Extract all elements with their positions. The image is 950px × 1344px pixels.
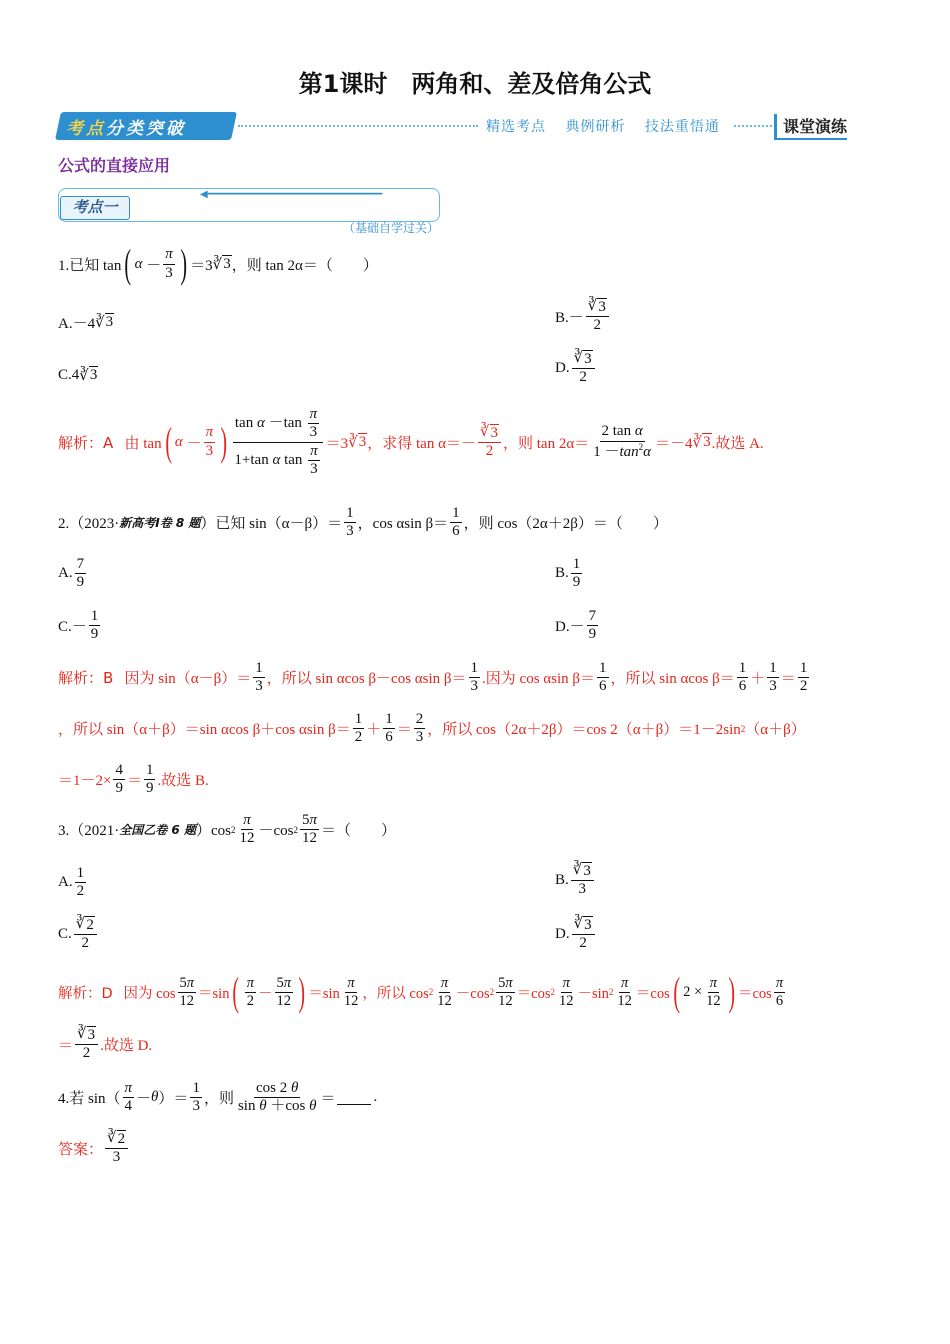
question-text: ）已知 sin（α－β）＝ bbox=[200, 516, 343, 533]
answer-blank[interactable] bbox=[337, 1091, 371, 1105]
solution-text: ＝－4 bbox=[655, 435, 693, 452]
question-number: 1.已知 tan bbox=[58, 257, 122, 274]
banner-end-label: 课堂演练 bbox=[774, 114, 847, 140]
question-source: 新高考Ⅰ卷 8 题 bbox=[119, 516, 201, 531]
option-label: D. bbox=[555, 925, 570, 942]
answer-label: 答案： bbox=[58, 1139, 104, 1158]
question-text: ）cos bbox=[195, 823, 231, 840]
option-label: C. bbox=[58, 925, 72, 942]
banner-tag: 技法重悟通 bbox=[644, 119, 720, 135]
option-a: A. $\frac{7}{9}$ bbox=[58, 556, 85, 591]
option-b: B. $\frac{1}{9}$ bbox=[555, 556, 581, 591]
question-2: 2.（2023· 新高考Ⅰ卷 8 题 ）已知 sin（α－β）＝ $\frac{1}{3}$ ，cos αsin β＝ $\frac{1}{6}$ ，则 cos（2α＋2β）＝（ ） bbox=[58, 505, 668, 540]
option-label: B. bbox=[555, 871, 569, 888]
banner-tag: 精选考点 bbox=[486, 119, 546, 135]
option-d: D.－ $\frac{7}{9}$ bbox=[555, 608, 597, 643]
banner-divider bbox=[734, 125, 772, 127]
option-b: B.－ ∛ 3 2 bbox=[555, 298, 611, 335]
banner-tag: 典例研析 bbox=[565, 119, 626, 135]
option-c: C. ∛ 2 2 bbox=[58, 916, 99, 953]
question-text: ，cos αsin β＝ bbox=[357, 516, 449, 533]
solution-text: .因为 cos αsin β＝ bbox=[482, 671, 596, 688]
question-source: 全国乙卷 6 题 bbox=[119, 823, 196, 838]
solution-text: .故选 A. bbox=[711, 435, 764, 452]
option-label: D. bbox=[555, 359, 570, 376]
option-c: C.－ $\frac{1}{9}$ bbox=[58, 608, 99, 643]
option-label: A.－4 bbox=[58, 316, 96, 332]
answer-4: 答案： ∛ 2 3 bbox=[58, 1130, 130, 1167]
option-c: C.4 ∛ 3 bbox=[58, 367, 98, 384]
kaodian-note: （基础自学过关） bbox=[343, 221, 440, 235]
solution-1: 解析：A 由 tan ( α － $\frac{\pi}{3}$ ) tan α －tan $\frac{\pi}{3}$ 1+tan α tan $\frac{\pi}{3}$ ＝3 ∛ 3 ， 求得 tan α＝－ ∛ 3 2 ，则 tan 2α＝ $\frac{\text{2 tan α}}{1 -\tan^2\alpha}$ ＝－4 ∛ 3 .故选 A. bbox=[58, 406, 764, 477]
solution-3-line2: ＝ ∛ 3 2 .故选 D. bbox=[58, 1026, 153, 1062]
solution-text: ，所以 cos（2α＋2β）＝cos 2（α＋β）＝1－2sin bbox=[427, 722, 741, 739]
option-d: D. ∛ 3 2 bbox=[555, 916, 597, 953]
solution-text: ，所以 sin αcos β－cos αsin β＝ bbox=[266, 671, 467, 688]
solution-text: ，所以 cos bbox=[362, 985, 429, 1002]
solution-text: 因为 cos bbox=[123, 985, 176, 1002]
page-title: 第1课时 两角和、差及倍角公式 bbox=[298, 70, 652, 98]
option-label: A. bbox=[58, 565, 73, 582]
option-a: A. $\frac{1}{2}$ bbox=[58, 865, 85, 900]
option-label: A. bbox=[58, 874, 73, 891]
banner-badge-text: 考点分类突破 bbox=[66, 119, 186, 139]
option-label: B. bbox=[555, 565, 569, 582]
solution-2-line2: ，所以 sin（α＋β）＝sin αcos β＋cos αsin β＝ $\frac{1}{2}$ ＋ $\frac{1}{6}$ ＝ $\frac{2}{3}$ ，所以 cos（2α＋2β）＝cos 2（α＋β）＝1－2sin 2 （α＋β） bbox=[58, 711, 806, 746]
question-3: 3.（2021· 全国乙卷 6 题 ）cos 2 $\frac{\pi}{12}$ －cos 2 $\frac{5\pi}{12}$ ＝（ ） bbox=[58, 812, 396, 847]
solution-text: 求得 tan α＝－ bbox=[382, 435, 476, 452]
option-a: A.－4 ∛ 3 bbox=[58, 314, 114, 332]
option-label: B.－ bbox=[555, 309, 584, 326]
banner-divider bbox=[238, 125, 478, 127]
question-1: 1.已知 tan ( α － $\frac{\pi}{3}$ ) ＝3 ∛ 3 ，则 tan 2α＝（ ） bbox=[58, 241, 378, 286]
kaodian-badge: 考点一 bbox=[60, 196, 130, 220]
solution-label: 解析：D bbox=[58, 985, 113, 1002]
solution-2-line3: ＝1－2× $\frac{4}{9}$ ＝ $\frac{1}{9}$ .故选 B. bbox=[58, 762, 209, 797]
question-text: ，则 cos（2α＋2β）＝（ ） bbox=[463, 516, 668, 533]
section-banner bbox=[58, 112, 858, 140]
banner-tags bbox=[486, 116, 734, 136]
option-label: C.－ bbox=[58, 619, 87, 636]
solution-text: （α＋β） bbox=[745, 722, 806, 739]
solution-label: 解析：B bbox=[58, 669, 114, 688]
solution-text: ，所以 sin αcos β＝ bbox=[610, 671, 735, 688]
solution-text: .故选 D. bbox=[100, 1037, 153, 1054]
question-tail: ，则 tan 2α＝（ ） bbox=[231, 257, 378, 274]
solution-text: ＝1－2× bbox=[58, 773, 112, 790]
option-label: D.－ bbox=[555, 619, 585, 636]
solution-text: .故选 B. bbox=[157, 773, 209, 790]
solution-text: ，所以 sin（α＋β）＝sin αcos β＋cos αsin β＝ bbox=[58, 722, 351, 739]
solution-text: 因为 sin（α－β）＝ bbox=[124, 671, 252, 688]
question-number: 3.（2021· bbox=[58, 823, 120, 840]
arrow-left-icon: ◀━━━━━━━━━━━━━━━━━━━━━━━━━━━━━ bbox=[200, 189, 383, 200]
solution-2: 解析：B 因为 sin（α－β）＝ $\frac{1}{3}$ ，所以 sin αcos β－cos αsin β＝ $\frac{1}{3}$ .因为 cos αsin β＝ $\frac{1}{6}$ ，所以 sin αcos β＝ $\frac{1}{6}$ ＋ $\frac{1}{3}$ ＝ $\frac{1}{2}$ bbox=[58, 660, 808, 695]
option-b: B. ∛ 3 3 bbox=[555, 862, 596, 899]
section-title: 公式的直接应用 bbox=[58, 156, 171, 175]
solution-label: 解析：A bbox=[58, 433, 114, 452]
question-4: 4.若 sin（ $\frac{\pi}{4}$ － θ ）＝ $\frac{1}{3}$ ，则 $\frac{\cos 2 \theta}{\text{sin θ ＋cos θ}}$ ＝ . bbox=[58, 1080, 378, 1115]
option-d: D. ∛ 3 2 bbox=[555, 350, 597, 387]
question-number: 2.（2023· bbox=[58, 516, 120, 533]
solution-text: ，则 tan 2α＝ bbox=[503, 435, 590, 452]
solution-3: 解析：D 因为 cos $\frac{5\pi}{12}$ ＝sin ( $\frac{\pi}{2}$ － $\frac{5\pi}{12}$ ) ＝sin $\frac{\pi}{12}$ ，所以 cos 2 $\frac{\pi}{12}$ －cos 2 $\frac{5\pi}{12}$ ＝cos 2 $\frac{\pi}{12}$ －sin 2 $\frac{\pi}{12}$ ＝cos ( 2 × $\frac{\pi}{12}$ ) ＝cos $\frac{\pi}{6}$ bbox=[58, 969, 784, 1014]
option-label: C.4 bbox=[58, 367, 80, 383]
question-number: 4.若 sin（ bbox=[58, 1091, 121, 1108]
